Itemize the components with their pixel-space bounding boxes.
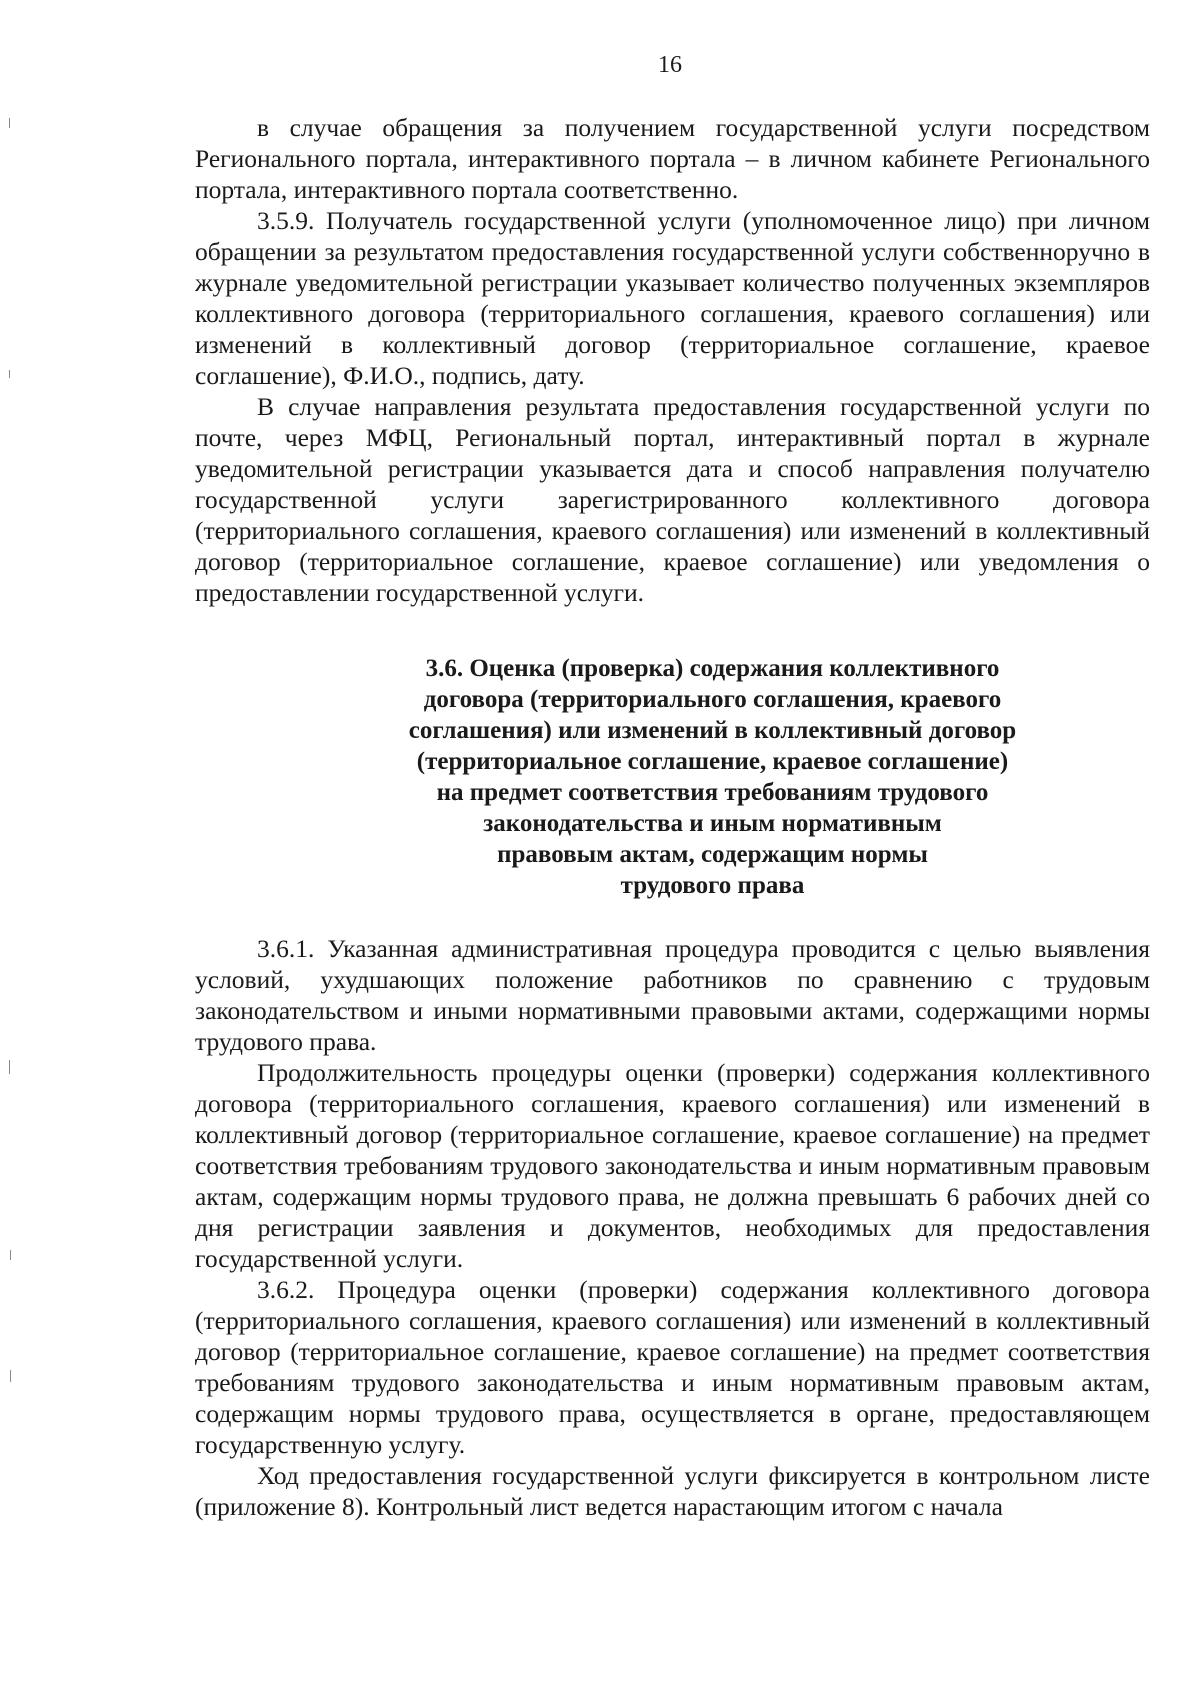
section-heading-line: договора (территориального соглашения, краевого bbox=[423, 686, 1002, 713]
section-heading-line: 3.6. Оценка (проверка) содержания коллективного bbox=[425, 655, 1000, 682]
scan-artifact bbox=[9, 1060, 10, 1074]
paragraph: Ход предоставления государственной услуги фиксируется в контрольном листе (приложение 8). Контрольный лист ведется нарастающим итогом с начала bbox=[195, 1461, 1150, 1521]
scan-artifact bbox=[9, 118, 10, 128]
paragraph: 3.5.9. Получатель государственной услуги (уполномоченное лицо) при личном обращении за результатом предоставления государственной услуги собственноручно в журнале уведомительной регистрации указывает количество полученных экземпляров коллективного договора (территориального соглашения, краевого соглашения) или изменений в коллективный договор (территориальное соглашение, краевое соглашение), Ф.И.О., подпись, дату. bbox=[195, 206, 1150, 390]
heading-spacer bbox=[195, 901, 1150, 933]
scan-artifact bbox=[10, 1250, 11, 1260]
paragraph: в случае обращения за получением государственной услуги посредством Регионального портала, интерактивного портала – в личном кабинете Регионального портала, интерактивного портала соответственно. bbox=[195, 113, 1150, 204]
document-body bbox=[195, 112, 1150, 1522]
section-heading-line: правовым актам, содержащим нормы bbox=[497, 841, 928, 868]
paragraph: В случае направления результата предоставления государственной услуги по почте, через МФЦ, Региональный портал, интерактивный портал в журнале уведомительной регистрации указывается дата и способ направления получателю государственной услуги зарегистрированного коллективного договора (территориального соглашения, краевого соглашения) или изменений в коллективный договор (территориальное соглашение, краевое соглашение) или уведомления о предоставлении государственной услуги. bbox=[195, 392, 1150, 607]
section-heading-line: соглашения) или изменений в коллективный договор bbox=[408, 717, 1017, 744]
section-heading-line: (территориальное соглашение, краевое соглашение) bbox=[416, 748, 1009, 775]
scan-artifact bbox=[9, 370, 10, 378]
page-number: 16 bbox=[658, 52, 682, 78]
paragraph: 3.6.1. Указанная административная процедура проводится с целью выявления условий, ухудшающих положение работников по сравнению с трудовым законодательством и иными нормативными правовыми актами, содержащими нормы трудового права. bbox=[195, 934, 1150, 1056]
paragraph: Продолжительность процедуры оценки (проверки) содержания коллективного договора (территориального соглашения, краевого соглашения) или изменений в коллективный договор (территориальное соглашение, краевое соглашение) на предмет соответствия требованиям трудового законодательства и иным нормативным правовым актам, содержащим нормы трудового права, не должна превышать 6 рабочих дней со дня регистрации заявления и документов, необходимых для предоставления государственной услуги. bbox=[195, 1058, 1150, 1273]
section-heading-line: трудового права bbox=[620, 872, 805, 899]
section-heading bbox=[195, 653, 1150, 901]
section-heading-line: на предмет соответствия требованиям трудового bbox=[436, 779, 989, 806]
paragraph: 3.6.2. Процедура оценки (проверки) содержания коллективного договора (территориального соглашения, краевого соглашения) или изменений в коллективный договор (территориальное соглашение, краевое соглашение) на предмет соответствия требованиям трудового законодательства и иным нормативным правовым актам, содержащим нормы трудового права, осуществляется в органе, предоставляющем государственную услугу. bbox=[195, 1275, 1150, 1459]
section-heading-line: законодательства и иным нормативным bbox=[483, 810, 942, 837]
scan-artifact bbox=[10, 1370, 11, 1382]
